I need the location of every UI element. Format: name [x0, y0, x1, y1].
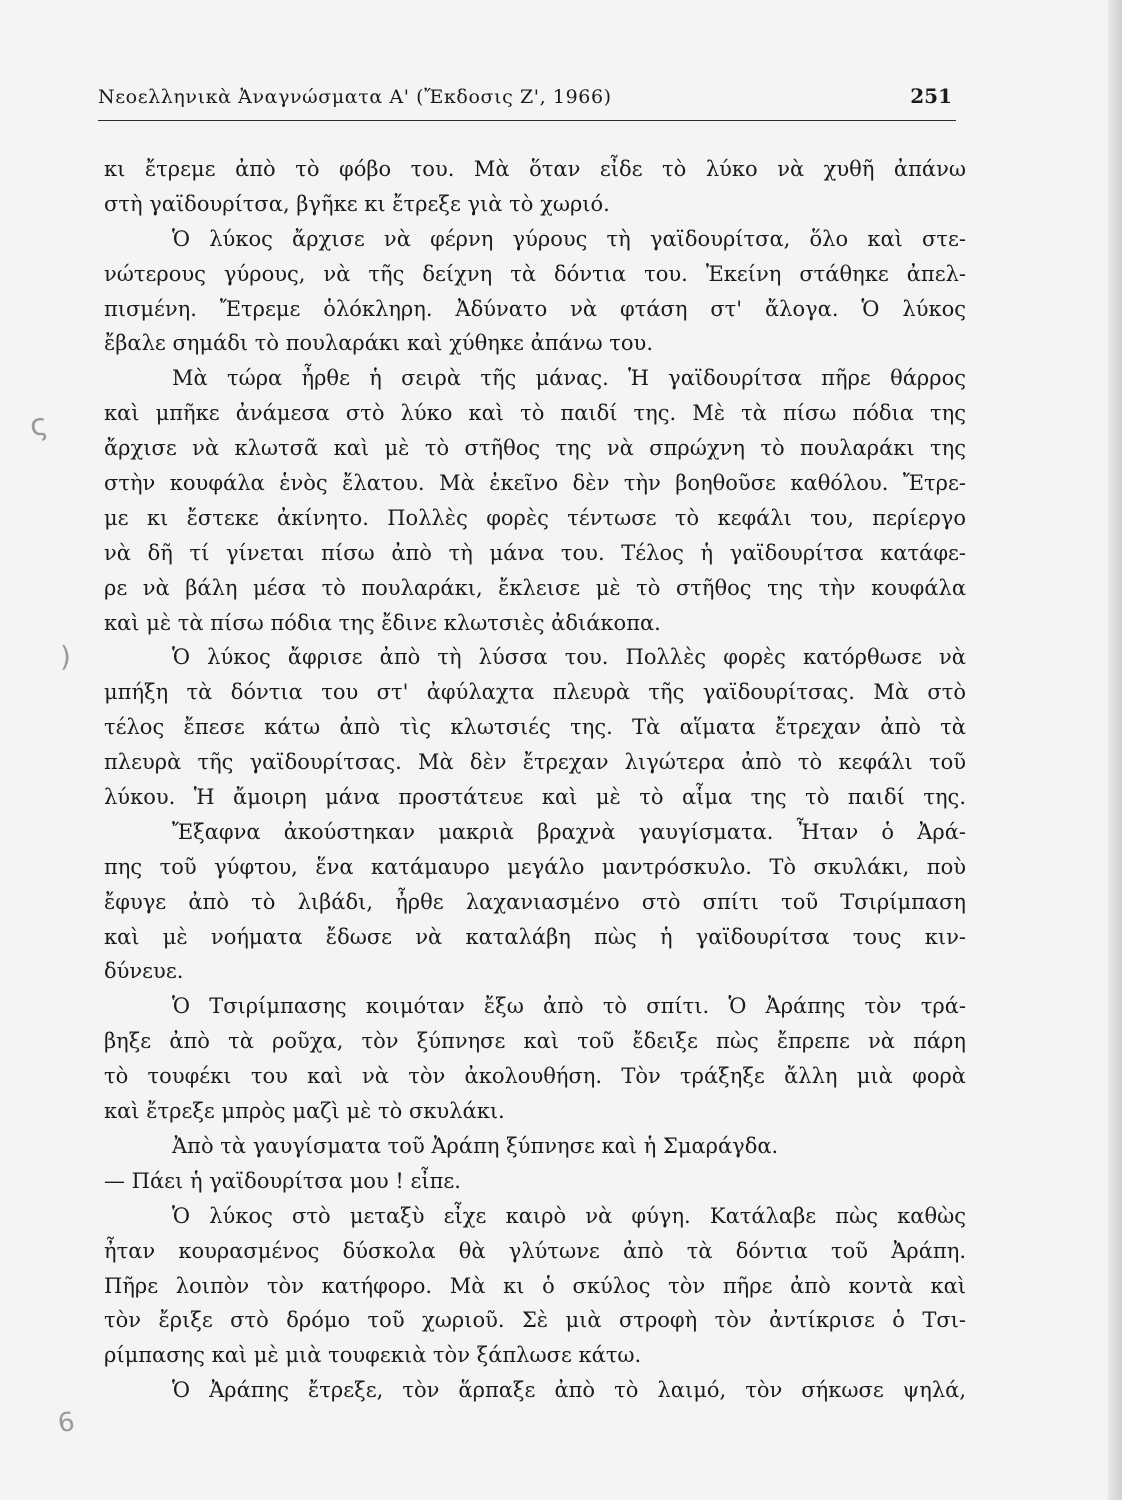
- text-line: — Πάει ἡ γαϊδουρίτσα μου ! εἶπε.: [104, 1168, 461, 1193]
- text-line: ἦταν κουρασμένος δύσκολα θὰ γλύτωνε ἀπὸ τὰ δόντια τοῦ Ἀράπη.: [104, 1238, 966, 1263]
- text-line: πισμένη. Ἔτρεμε ὁλόκληρη. Ἀδύνατο νὰ φτάση στ' ἄλογα. Ὁ λύκος: [104, 296, 966, 321]
- text-line: καὶ ἔτρεξε μπρὸς μαζὶ μὲ τὸ σκυλάκι.: [104, 1099, 505, 1124]
- text-line: με κι ἔστεκε ἀκίνητο. Πολλὲς φορὲς τέντωσε τὸ κεφάλι του, περίεργο: [104, 505, 966, 530]
- text-line: ἄρχισε νὰ κλωτσᾶ καὶ μὲ τὸ στῆθος της νὰ σπρώχνη τὸ πουλαράκι της: [104, 436, 966, 461]
- text-line: στὴν κουφάλα ἑνὸς ἔλατου. Μὰ ἐκεῖνο δὲν τὴν βοηθοῦσε καθόλου. Ἔτρε-: [104, 471, 966, 496]
- margin-note-bottom: 6: [55, 1406, 77, 1440]
- text-line: τέλος ἔπεσε κάτω ἀπὸ τὶς κλωτσιές της. Τὰ αἵματα ἔτρεχαν ἀπὸ τὰ: [104, 715, 966, 740]
- margin-note-middle: ): [60, 640, 71, 673]
- text-line: στὴ γαϊδουρίτσα, βγῆκε κι ἔτρεξε γιὰ τὸ χωριό.: [104, 191, 610, 216]
- text-line: τὸν ἔριξε στὸ δρόμο τοῦ χωριοῦ. Σὲ μιὰ στροφὴ τὸν ἀντίκρισε ὁ Τσι-: [104, 1308, 966, 1333]
- text-line: Μὰ τώρα ἦρθε ἡ σειρὰ τῆς μάνας. Ἡ γαϊδουρίτσα πῆρε θάρρος: [172, 366, 966, 391]
- text-line: Ὁ Τσιρίμπασης κοιμόταν ἔξω ἀπὸ τὸ σπίτι. Ὁ Ἀράπης τὸν τρά-: [172, 994, 966, 1019]
- text-line: Ὁ Ἀράπης ἔτρεξε, τὸν ἅρπαξε ἀπὸ τὸ λαιμό, τὸν σήκωσε ψηλά,: [172, 1378, 966, 1403]
- text-line: πλευρὰ τῆς γαϊδουρίτσας. Μὰ δὲν ἔτρεχαν λιγώτερα ἀπὸ τὸ κεφάλι τοῦ: [104, 750, 966, 775]
- text-line: τὸ τουφέκι του καὶ νὰ τὸν ἀκολουθήση. Τὸν τράξηξε ἄλλη μιὰ φορὰ: [104, 1064, 966, 1089]
- text-line: Ὁ λύκος ἄφρισε ἀπὸ τὴ λύσσα του. Πολλὲς φορὲς κατόρθωσε νὰ: [172, 645, 966, 670]
- margin-note-upper: ς: [27, 406, 51, 445]
- text-line: Ἀπὸ τὰ γαυγίσματα τοῦ Ἀράπη ξύπνησε καὶ ἡ Σμαράγδα.: [172, 1133, 779, 1158]
- page-edge: [1108, 0, 1122, 1500]
- text-line: καὶ μὲ νοήματα ἔδωσε νὰ καταλάβη πὼς ἡ γαϊδουρίτσα τους κιν-: [104, 924, 966, 949]
- running-title: Νεοελληνικὰ Ἀναγνώσματα Α' (Ἔκδοσις Ζ', 1966): [98, 86, 612, 108]
- text-line: ἔφυγε ἀπὸ τὸ λιβάδι, ἦρθε λαχανιασμένο στὸ σπίτι τοῦ Τσιρίμπαση: [104, 889, 966, 914]
- text-line: Ὁ λύκος στὸ μεταξὺ εἶχε καιρὸ νὰ φύγη. Κατάλαβε πὼς καθὼς: [172, 1203, 966, 1228]
- text-line: Ἔξαφνα ἀκούστηκαν μακριὰ βραχνὰ γαυγίσματα. Ἦταν ὁ Ἀρά-: [172, 819, 966, 844]
- text-line: Πῆρε λοιπὸν τὸν κατήφορο. Μὰ κι ὁ σκύλος τὸν πῆρε ἀπὸ κοντὰ καὶ: [104, 1273, 966, 1298]
- text-line: μπήξη τὰ δόντια του στ' ἀφύλαχτα πλευρὰ τῆς γαϊδουρίτσας. Μὰ στὸ: [104, 680, 966, 705]
- text-line: βηξε ἀπὸ τὰ ροῦχα, τὸν ξύπνησε καὶ τοῦ ἔδειξε πὼς ἔπρεπε νὰ πάρη: [104, 1029, 966, 1054]
- page-header: [98, 82, 956, 122]
- text-line: ρίμπασης καὶ μὲ μιὰ τουφεκιὰ τὸν ξάπλωσε κάτω.: [104, 1343, 642, 1368]
- text-line: ρε νὰ βάλη μέσα τὸ πουλαράκι, ἔκλεισε μὲ τὸ στῆθος της τὴν κουφάλα: [104, 575, 966, 600]
- page-number: 251: [910, 84, 952, 108]
- text-line: λύκου. Ἡ ἄμοιρη μάνα προστάτευε καὶ μὲ τὸ αἷμα της τὸ παιδί της.: [104, 785, 966, 810]
- text-line: καὶ μπῆκε ἀνάμεσα στὸ λύκο καὶ τὸ παιδί της. Μὲ τὰ πίσω πόδια της: [104, 401, 966, 426]
- text-line: δύνευε.: [104, 959, 184, 984]
- text-line: καὶ μὲ τὰ πίσω πόδια της ἔδινε κλωτσιὲς ἀδιάκοπα.: [104, 610, 661, 635]
- text-line: Ὁ λύκος ἄρχισε νὰ φέρνη γύρους τὴ γαϊδουρίτσα, ὅλο καὶ στε-: [172, 226, 966, 251]
- header-rule: [98, 120, 956, 121]
- text-line: ἔβαλε σημάδι τὸ πουλαράκι καὶ χύθηκε ἀπάνω του.: [104, 331, 653, 356]
- text-line: κι ἔτρεμε ἀπὸ τὸ φόβο του. Μὰ ὅταν εἶδε τὸ λύκο νὰ χυθῆ ἀπάνω: [104, 157, 966, 181]
- text-line: νὰ δῆ τί γίνεται πίσω ἀπὸ τὴ μάνα του. Τέλος ἡ γαϊδουρίτσα κατάφε-: [104, 540, 966, 565]
- text-line: νώτερους γύρους, νὰ τῆς δείχνη τὰ δόντια του. Ἐκείνη στάθηκε ἀπελ-: [104, 261, 966, 286]
- body-text: [104, 152, 966, 1408]
- text-line: πης τοῦ γύφτου, ἕνα κατάμαυρο μεγάλο μαντρόσκυλο. Τὸ σκυλάκι, ποὺ: [104, 854, 966, 879]
